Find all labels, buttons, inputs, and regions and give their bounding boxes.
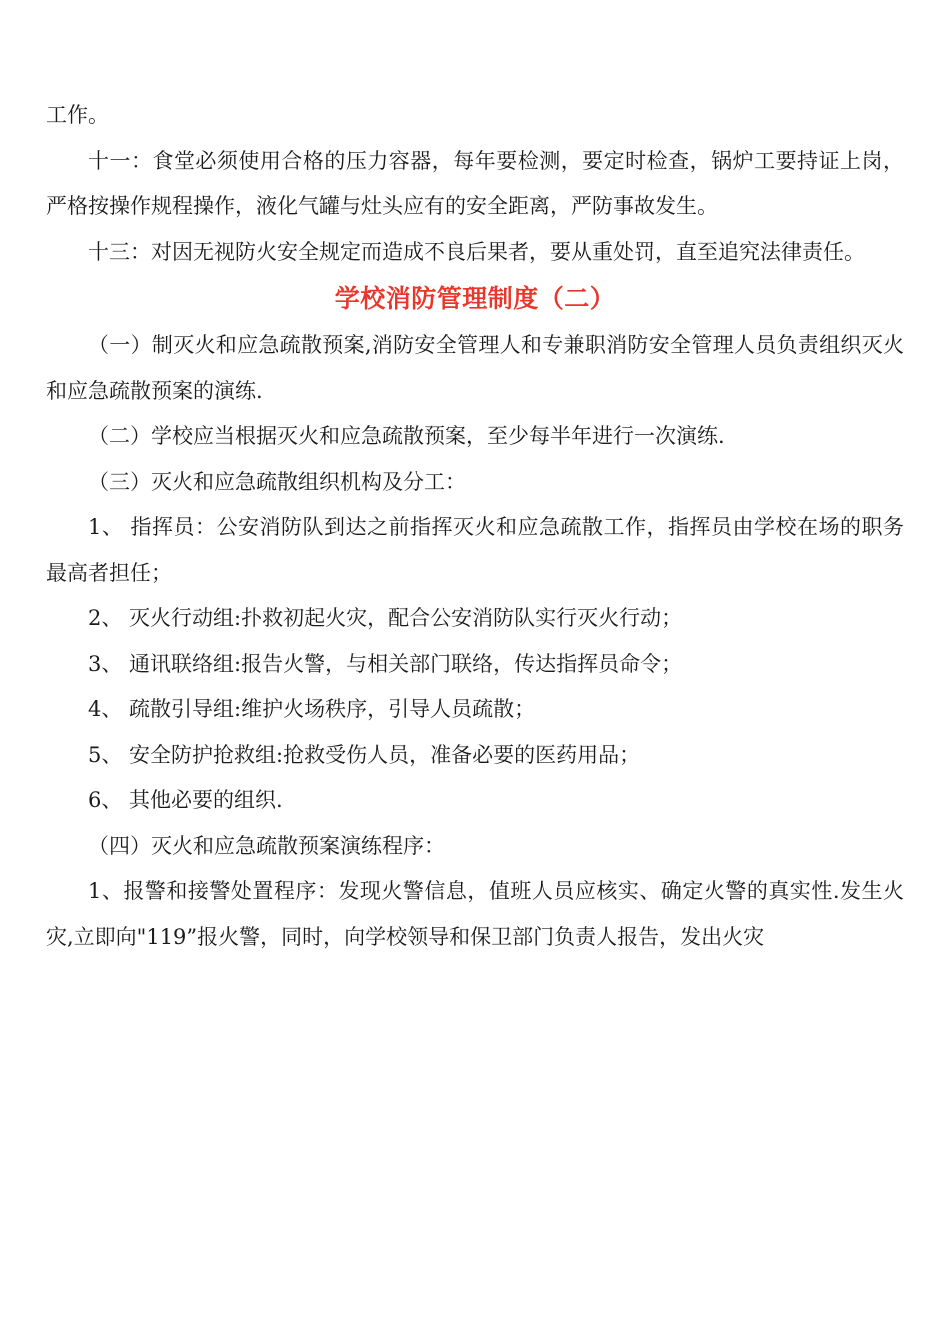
paragraph-section-3: （三）灭火和应急疏散组织机构及分工： (88, 469, 466, 494)
list-item-commander: 1、 指挥员：公安消防队到达之前指挥灭火和应急疏散工作，指挥员由学校在场的职务最高者担任； (46, 515, 904, 585)
list-item-evacuation-group: 4、 疏散引导组:维护火场秩序，引导人员疏散； (88, 697, 536, 721)
paragraph-item-13: 十三：对因无视防火安全规定而造成不良后果者，要从重处罚，直至追究法律责任。 (88, 239, 865, 264)
list-item-firefighting-group: 2、 灭火行动组:扑救初起火灾，配合公安消防队实行灭火行动； (88, 606, 683, 630)
paragraph-item-11: 十一：食堂必须使用合格的压力容器，每年要检测，要定时检查，锅炉工要持证上岗，严格按操作规程操作，液化气罐与灶头应有的安全距离，严防事故发生。 (46, 148, 904, 218)
list-item-rescue-group: 5、 安全防护抢救组:抢救受伤人员，准备必要的医药用品； (88, 742, 641, 767)
paragraph-alarm-procedure: 1、报警和接警处置程序：发现火警信息，值班人员应核实、确定火警的真实性.发生火灾,立即向"119”报火警，同时，向学校领导和保卫部门负责人报告，发出火灾 (46, 879, 904, 949)
paragraph-section-2: （二）学校应当根据灭火和应急疏散预案，至少每半年进行一次演练. (88, 424, 725, 448)
section-title: 学校消防管理制度（二） (334, 284, 616, 313)
paragraph-continuation: 工作。 (46, 103, 109, 127)
list-item-other-organizations: 6、 其他必要的组织. (88, 788, 283, 812)
list-item-communication-group: 3、 通讯联络组:报告火警，与相关部门联络，传达指挥员命令； (88, 651, 683, 676)
paragraph-section-1: （一）制灭火和应急疏散预案,消防安全管理人和专兼职消防安全管理人员负责组织灭火和应急疏散预案的演练. (46, 333, 904, 403)
paragraph-section-4: （四）灭火和应急疏散预案演练程序： (88, 833, 445, 858)
